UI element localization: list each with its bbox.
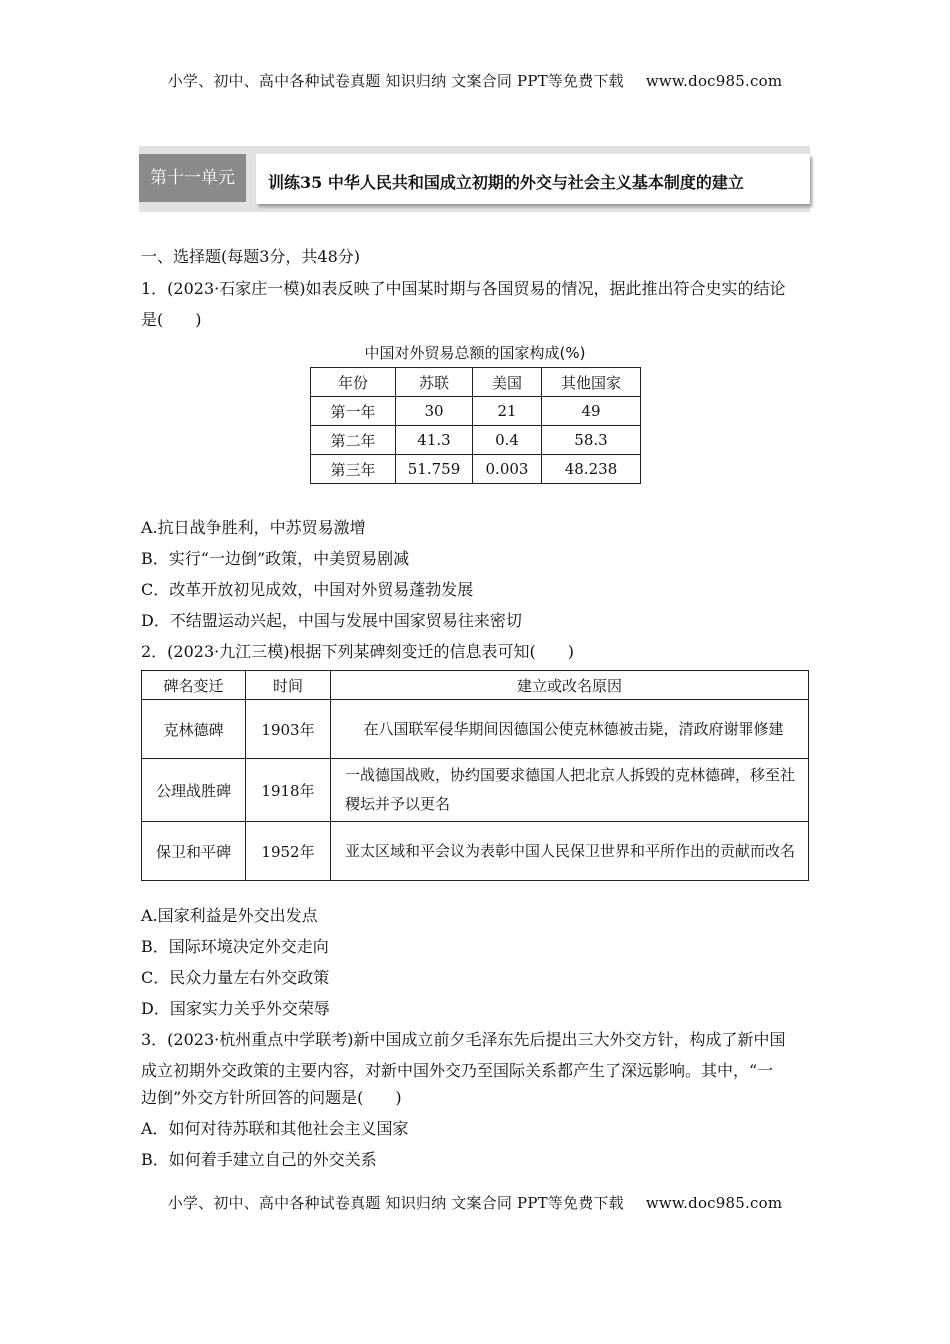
table-cell: 1918年: [246, 759, 331, 822]
table-header-cell: 时间: [246, 671, 331, 700]
q3-stem-line1: 3．(2023·杭州重点中学联考)新中国成立前夕毛泽东先后提出三大外交方针，构成了新中国: [141, 1030, 786, 1049]
table-cell: 58.3: [542, 426, 641, 455]
table-cell: 第三年: [311, 455, 396, 484]
table-cell: 在八国联军侵华期间因德国公使克林德被击毙，清政府谢罪修建: [331, 700, 809, 759]
table-header-cell: 建立或改名原因: [331, 671, 809, 700]
table-header-cell: 碑名变迁: [142, 671, 246, 700]
q1-trade-table: [310, 367, 641, 484]
q1-option-d: D．不结盟运动兴起，中国与发展中国家贸易往来密切: [141, 611, 522, 630]
table-cell: 亚太区域和平会议为表彰中国人民保卫世界和平所作出的贡献而改名: [331, 822, 809, 881]
q1-option-a: A.抗日战争胜利，中苏贸易激增: [141, 518, 366, 537]
header-site: www.doc985.com: [645, 72, 783, 90]
table-cell: 48.238: [542, 455, 641, 484]
table-row: [311, 455, 641, 484]
q1-stem-line2: 是( ): [141, 310, 202, 329]
page-title: 训练35 中华人民共和国成立初期的外交与社会主义基本制度的建立: [268, 173, 744, 192]
page-footer: [0, 1192, 950, 1213]
table-cell: 保卫和平碑: [142, 822, 246, 881]
table-cell: 一战德国战败，协约国要求德国人把北京人拆毁的克林德碑，移至社稷坛并予以更名: [331, 759, 809, 822]
table-cell: 49: [542, 397, 641, 426]
q2-stem: 2．(2023·九江三模)根据下列某碑刻变迁的信息表可知( ): [141, 642, 574, 661]
q3-stem-line2: 成立初期外交政策的主要内容，对新中国外交乃至国际关系都产生了深远影响。其中，“一: [141, 1061, 774, 1080]
section-heading: 一、选择题(每题3分，共48分): [141, 247, 361, 266]
table-row: [142, 822, 809, 881]
q1-table-caption: 中国对外贸易总额的国家构成(%): [364, 344, 586, 362]
table-cell: 1903年: [246, 700, 331, 759]
table-cell: 0.4: [473, 426, 542, 455]
table-cell: 公理战胜碑: [142, 759, 246, 822]
table-header-row: [311, 368, 641, 397]
q2-monument-table: [141, 670, 809, 881]
table-cell: 51.759: [396, 455, 473, 484]
table-row: [142, 700, 809, 759]
table-cell: 21: [473, 397, 542, 426]
q2-option-d: D．国家实力关乎外交荣辱: [141, 999, 330, 1018]
q3-option-b: B．如何着手建立自己的外交关系: [141, 1150, 377, 1169]
q2-option-a: A.国家利益是外交出发点: [141, 906, 318, 925]
q2-option-b: B．国际环境决定外交走向: [141, 937, 329, 956]
table-header-cell: 年份: [311, 368, 396, 397]
page-header: [0, 70, 950, 91]
footer-site: www.doc985.com: [645, 1194, 783, 1212]
table-cell: 1952年: [246, 822, 331, 881]
unit-label: 第十一单元: [139, 154, 246, 202]
table-row: [311, 426, 641, 455]
q1-option-c: C．改革开放初见成效，中国对外贸易蓬勃发展: [141, 580, 474, 599]
table-cell: 第一年: [311, 397, 396, 426]
table-header-cell: 美国: [473, 368, 542, 397]
table-row: [311, 397, 641, 426]
table-cell: 41.3: [396, 426, 473, 455]
q3-stem-line3: 边倒”外交方针所回答的问题是( ): [141, 1088, 402, 1107]
table-header-cell: 苏联: [396, 368, 473, 397]
table-row: [142, 759, 809, 822]
table-cell: 0.003: [473, 455, 542, 484]
table-cell: 第二年: [311, 426, 396, 455]
table-header-cell: 其他国家: [542, 368, 641, 397]
q1-stem-line1: 1．(2023·石家庄一模)如表反映了中国某时期与各国贸易的情况，据此推出符合史实的结论: [141, 279, 786, 298]
footer-text: 小学、初中、高中各种试卷真题 知识归纳 文案合同 PPT等免费下载: [167, 1194, 624, 1212]
q3-option-a: A．如何对待苏联和其他社会主义国家: [141, 1119, 409, 1138]
table-cell: 克林德碑: [142, 700, 246, 759]
q2-option-c: C．民众力量左右外交政策: [141, 968, 330, 987]
q1-option-b: B．实行“一边倒”政策，中美贸易剧减: [141, 549, 410, 568]
table-header-row: [142, 671, 809, 700]
table-cell: 30: [396, 397, 473, 426]
header-text: 小学、初中、高中各种试卷真题 知识归纳 文案合同 PPT等免费下载: [167, 72, 624, 90]
